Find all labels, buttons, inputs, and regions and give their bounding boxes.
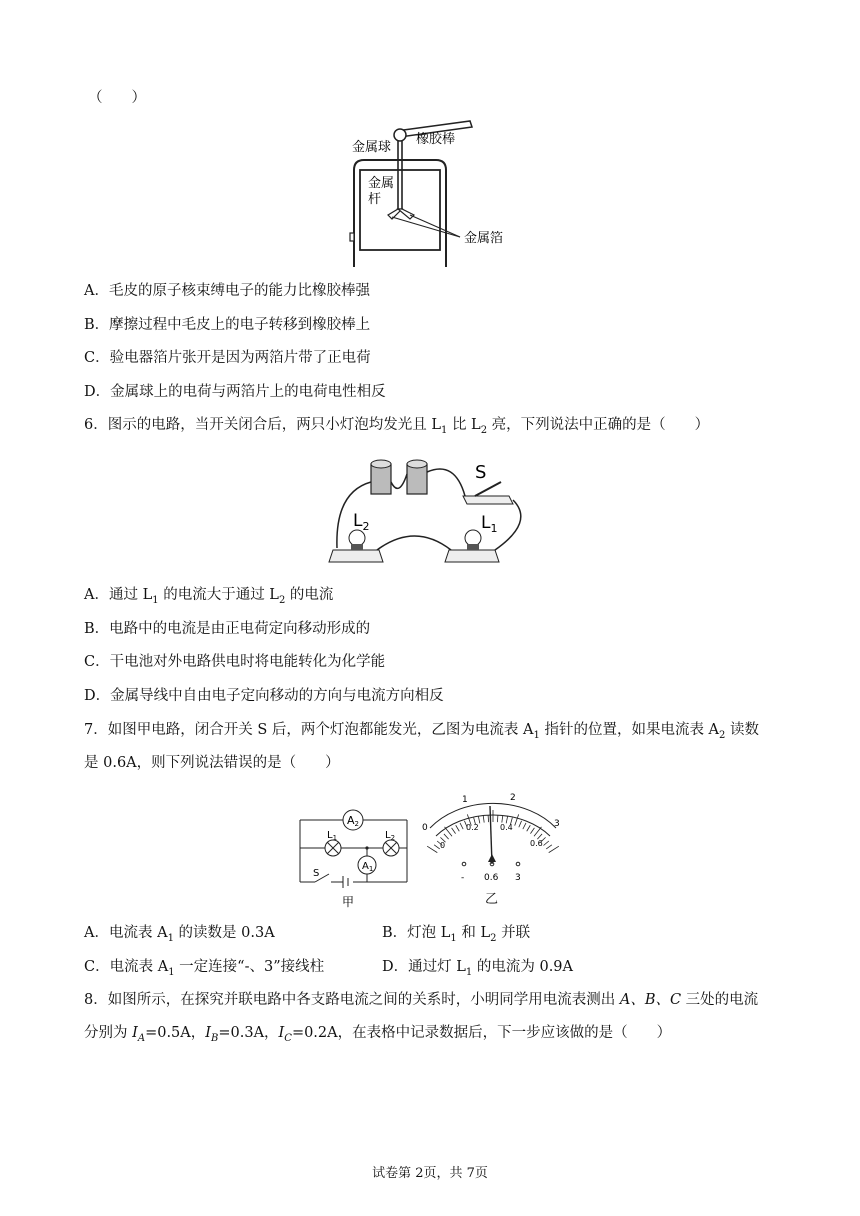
battery-icon [371, 460, 427, 494]
q6-option-d: D．金属导线中自由电子定向移动的方向与电流方向相反 [84, 688, 444, 704]
metal-ball [394, 129, 406, 141]
svg-text:0.6: 0.6 [484, 873, 499, 883]
q7-stem-line1: 7．如图甲电路，闭合开关 S 后，两个灯泡都能发光，乙图为电流表 $A_1$ 指针的位置，如果电流表 $A_2$ 读数 [84, 722, 760, 741]
svg-text:3: 3 [554, 819, 560, 829]
label-metal-bar-2: 杆 [368, 192, 382, 207]
dial-tick [527, 825, 531, 831]
electroscope-figure [340, 115, 540, 275]
circuit-jia-figure [295, 800, 420, 910]
l1-base [445, 550, 499, 562]
svg-text:-: - [461, 873, 465, 883]
bulb-l1-icon [465, 530, 481, 546]
label-rubber-rod: 橡胶棒 [416, 132, 456, 147]
q5-option-c: C．验电器箔片张开是因为两箔片带了正电荷 [84, 350, 371, 366]
q6-option-c: C．干电池对外电路供电时将电能转化为化学能 [84, 654, 386, 670]
q5-option-b: B．摩擦过程中毛皮上的电子转移到橡胶棒上 [84, 317, 371, 333]
switch-icon [463, 482, 513, 504]
bulb-circuit-figure [325, 452, 545, 570]
svg-text:A2: A2 [347, 814, 359, 828]
svg-text:S: S [313, 868, 320, 879]
svg-text:L2: $L_2$ [385, 830, 396, 842]
label-metal-foil: 金属箔 [464, 231, 504, 246]
dial-tick [534, 827, 541, 836]
dial-tick [452, 828, 456, 834]
caption-yi: 乙 [485, 892, 499, 907]
q7-stem-line2: 是 0.6A，则下列说法错误的是（ ） [84, 755, 340, 771]
q7-option-a: A．电流表 $A_1$ 的读数是 0.3A [84, 925, 275, 944]
dial-tick [445, 827, 452, 836]
q5-option-a: A．毛皮的原子核束缚电子的能力比橡胶棒强 [84, 283, 370, 299]
svg-text:0: 0 [422, 823, 428, 833]
svg-text:L1: $L_1$ [327, 830, 338, 842]
lamp-l2 [383, 840, 399, 856]
caption-jia: 甲 [342, 895, 355, 909]
dial-tick [543, 841, 548, 846]
dial-tick [502, 816, 503, 823]
dial-tick [546, 845, 552, 849]
label-metal-bar: 金属 [368, 176, 395, 191]
label-l1: $L_1$ [481, 513, 498, 535]
q7-option-b: B．灯泡 $L_1$ 和 $L_2$ 并联 [382, 925, 531, 944]
svg-text:0: 0 [440, 841, 446, 850]
dial-tick [515, 814, 519, 825]
svg-text:3: 3 [515, 873, 521, 883]
dial-tick [434, 845, 440, 849]
svg-text:S: S [475, 462, 487, 483]
svg-text:1: 1 [462, 795, 468, 805]
dial-tick [456, 825, 460, 831]
dial-tick [523, 823, 526, 829]
dial-tick [530, 828, 534, 834]
svg-text:0.6: 0.6 [530, 839, 543, 848]
dial-tick [427, 846, 437, 852]
q6-option-b: B．电路中的电流是由正电荷定向移动形成的 [84, 621, 371, 637]
dial-tick [483, 816, 484, 823]
q7-option-c: C．电流表 $A_1$ 一定连接“-、3”接线柱 [84, 959, 325, 978]
svg-text:A1: $A_1$ [362, 861, 374, 873]
dial-tick [549, 846, 559, 852]
l2-base [329, 550, 383, 562]
label-l2: $L_2$ [353, 511, 370, 533]
svg-text:0.2: 0.2 [466, 823, 479, 832]
dial-tick [444, 834, 449, 839]
ammeter-dial-figure [418, 788, 568, 888]
lamp-l1 [325, 840, 341, 856]
q5-option-d: D．金属球上的电荷与两箔片上的电荷电性相反 [84, 384, 386, 400]
dial-tick [460, 823, 463, 829]
q8-stem-line2: 分别为 $I_A=0.5A$，$I_B=0.3A$，$I_C=0.2A$，在表格中记录数据后，下一步应该做的是（ ） [84, 1025, 672, 1044]
svg-text:2: 2 [510, 793, 516, 803]
q7-option-d: D．通过灯 $L_1$ 的电流为 0.9A [382, 959, 573, 978]
dial-tick [519, 821, 522, 827]
svg-text:0.4: 0.4 [500, 823, 513, 832]
q6-option-a: A．通过 $L_1$ 的电流大于通过 $L_2$ 的电流 [84, 587, 334, 606]
q8-stem-line1: 8．如图所示，在探究并联电路中各支路电流之间的关系时，小明同学用电流表测出 A、B、C 三处的电流 [84, 992, 759, 1008]
q6-stem: 6．图示的电路，当开关闭合后，两只小灯泡均发光且 $L_1$ 比 $L_2$ 亮，下列说法中正确的是（ ） [84, 417, 710, 436]
page-footer: 试卷第 2页，共 7页 [372, 1166, 488, 1181]
label-metal-ball: 金属球 [352, 140, 392, 155]
q5-stem-tail: （ ） [88, 90, 146, 106]
